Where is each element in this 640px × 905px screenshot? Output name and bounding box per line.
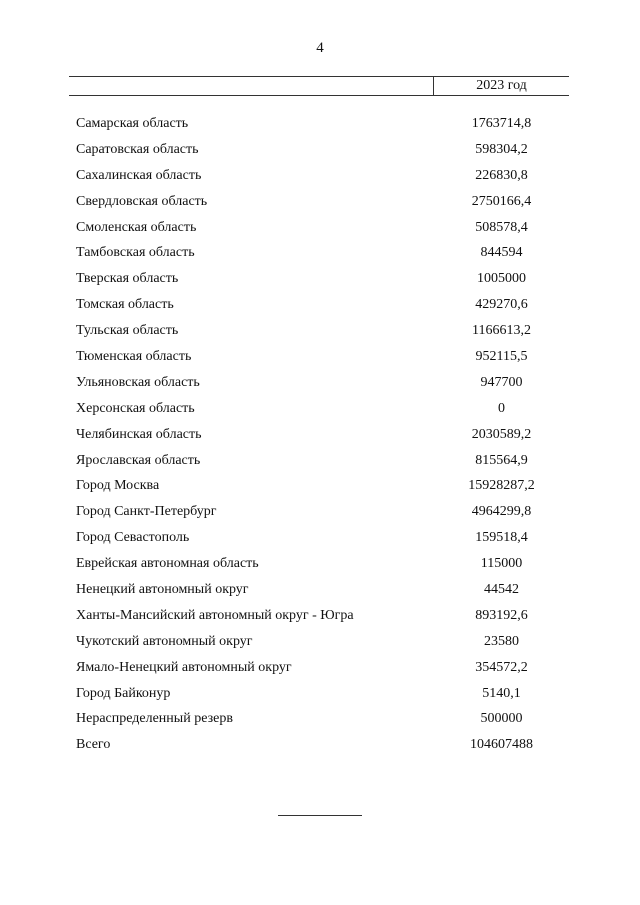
region-value: 500000 [480, 711, 523, 727]
page-number: 4 [316, 40, 324, 56]
region-name: Ярославская область [76, 452, 201, 468]
table-row [0, 707, 640, 733]
table-row [0, 190, 640, 216]
region-name: Ямало-Ненецкий автономный округ [76, 659, 292, 675]
table-row [0, 241, 640, 267]
region-name: Ханты-Мансийский автономный округ - Югра [76, 607, 354, 623]
region-value: 947700 [480, 374, 523, 390]
region-name: Свердловская область [76, 193, 208, 209]
region-value: 893192,6 [475, 607, 528, 623]
region-name: Сахалинская область [76, 167, 202, 183]
region-value: 354572,2 [475, 659, 528, 675]
table-row [0, 397, 640, 423]
table-row [0, 474, 640, 500]
region-name: Ненецкий автономный округ [76, 582, 249, 598]
region-value: 815564,9 [475, 452, 528, 468]
table-row [0, 526, 640, 552]
region-value: 429270,6 [475, 297, 528, 313]
region-value: 15928287,2 [468, 478, 535, 494]
region-value: 5140,1 [482, 685, 521, 701]
table-header-bottom-rule [69, 95, 569, 96]
region-name: Город Санкт-Петербург [76, 504, 217, 520]
region-value: 844594 [480, 245, 523, 261]
region-name: Город Байконур [76, 685, 171, 701]
table-row-total [0, 733, 640, 759]
table-row [0, 216, 640, 242]
table-row [0, 138, 640, 164]
region-value: 598304,2 [475, 141, 528, 157]
region-name: Саратовская область [76, 141, 199, 157]
region-name: Тверская область [76, 271, 179, 287]
table-row [0, 112, 640, 138]
region-name: Томская область [76, 297, 174, 313]
table-row [0, 164, 640, 190]
region-name: Смоленская область [76, 219, 197, 235]
region-value: 0 [498, 400, 505, 416]
table-row [0, 500, 640, 526]
table-row [0, 423, 640, 449]
total-label: Всего [76, 737, 111, 753]
table-row [0, 604, 640, 630]
table-row [0, 656, 640, 682]
region-value: 1005000 [477, 271, 526, 287]
region-value: 115000 [480, 556, 523, 572]
table-row [0, 267, 640, 293]
table-body [0, 112, 640, 759]
region-value: 226830,8 [475, 167, 528, 183]
end-of-table-rule [278, 815, 362, 816]
region-value: 508578,4 [475, 219, 528, 235]
region-name: Челябинская область [76, 426, 202, 442]
table-row [0, 371, 640, 397]
table-row [0, 345, 640, 371]
region-name: Город Севастополь [76, 530, 190, 546]
region-name: Тюменская область [76, 349, 192, 365]
region-value: 2030589,2 [471, 426, 532, 442]
region-value: 4964299,8 [471, 504, 532, 520]
region-value: 2750166,4 [471, 193, 532, 209]
table-header-top-rule [69, 76, 569, 77]
region-name: Херсонская область [76, 400, 195, 416]
column-header-2023: 2023 год [476, 78, 527, 93]
region-name: Город Москва [76, 478, 160, 494]
region-value: 1763714,8 [471, 116, 532, 131]
region-name: Еврейская автономная область [76, 556, 259, 572]
table-row [0, 552, 640, 578]
region-name: Самарская область [76, 116, 189, 131]
region-name: Тульская область [76, 323, 179, 339]
region-value: 44542 [484, 582, 519, 598]
table-row [0, 293, 640, 319]
region-value: 23580 [484, 633, 519, 649]
region-value: 159518,4 [475, 530, 528, 546]
table-row [0, 578, 640, 604]
table-row [0, 449, 640, 475]
region-value: 952115,5 [475, 349, 528, 365]
region-name: Чукотский автономный округ [76, 633, 253, 649]
table-row [0, 630, 640, 656]
table-row [0, 682, 640, 708]
region-name: Тамбовская область [76, 245, 195, 261]
region-name: Ульяновская область [76, 374, 200, 390]
total-value: 104607488 [470, 737, 533, 753]
region-value: 1166613,2 [472, 323, 531, 339]
table-row [0, 319, 640, 345]
region-name: Нераспределенный резерв [76, 711, 233, 727]
